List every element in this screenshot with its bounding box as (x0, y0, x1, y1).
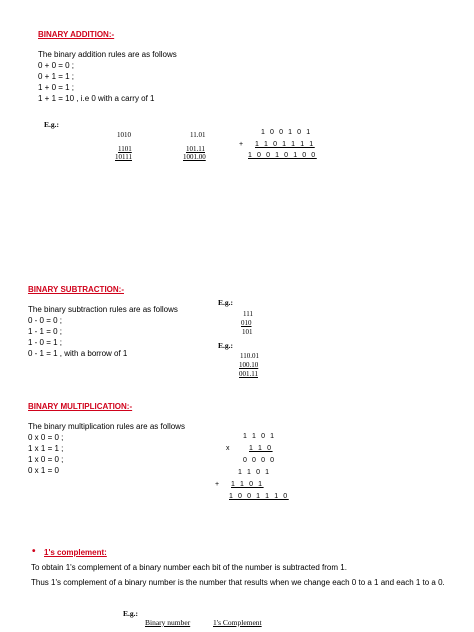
complement-paragraph-1: To obtain 1's complement of a binary number each bit of the number is subtracted from 1. (31, 563, 347, 572)
addition-ex3-result: 1 0 0 1 0 1 0 0 (248, 152, 317, 159)
subtraction-ex1-result: 101 (242, 328, 253, 336)
column-header-ones-complement: 1's Complement (213, 618, 262, 627)
addition-ex2-operand1: 11.01 (190, 131, 206, 139)
subtraction-ex1-operand2: 010 (241, 319, 252, 327)
multiplication-rule: 0 x 1 = 0 (28, 466, 59, 475)
multiplication-operand2: 1 1 0 (249, 445, 273, 452)
multiplication-result: 1 0 0 1 1 1 0 (229, 493, 289, 500)
complement-paragraph-2: Thus 1's complement of a binary number is the number that results when we change each 0 to a 1 and each 1 to a 0. (31, 578, 445, 587)
complement-heading: 1's complement: (44, 548, 107, 557)
times-sign: x (226, 445, 232, 452)
multiplication-rule: 1 x 1 = 1 ; (28, 444, 64, 453)
bullet-icon: • (32, 546, 36, 557)
multiplication-operand1: 1 1 0 1 (243, 433, 276, 440)
partial-product-3: 1 1 0 1 (231, 481, 264, 488)
addition-ex3-operand1: 1 0 0 1 0 1 (261, 129, 312, 136)
subtraction-ex2-operand1: 110.01 (240, 352, 259, 360)
addition-ex1-result: 10111 (115, 153, 132, 161)
addition-ex2-result: 1001.00 (183, 153, 206, 161)
multiplication-heading: BINARY MULTIPLICATION:- (28, 402, 133, 411)
addition-ex3-operand2: 1 1 0 1 1 1 1 (255, 141, 315, 148)
addition-rule: 0 + 1 = 1 ; (38, 72, 75, 81)
addition-rule: 1 + 1 = 10 , i.e 0 with a carry of 1 (38, 94, 155, 103)
subtraction-rule: 0 - 0 = 0 ; (28, 316, 63, 325)
multiplication-rules-intro: The binary multiplication rules are as follows (28, 422, 185, 431)
subtraction-ex1-operand1: 111 (243, 310, 253, 318)
partial-product-2: 1 1 0 1 (238, 469, 271, 476)
subtraction-heading: BINARY SUBTRACTION:- (28, 285, 124, 294)
subtraction-ex2-result: 001.11 (239, 370, 258, 378)
addition-ex2-operand2: 101.11 (186, 145, 205, 153)
column-header-binary-number: Binary number (145, 618, 191, 627)
addition-rule: 1 + 0 = 1 ; (38, 83, 75, 92)
subtraction-rule: 1 - 0 = 1 ; (28, 338, 63, 347)
subtraction-ex2-operand2: 100.10 (239, 361, 259, 369)
complement-eg-label: E.g.: (123, 609, 138, 618)
subtraction-eg-label-2: E.g.: (218, 341, 233, 350)
subtraction-rule: 0 - 1 = 1 , with a borrow of 1 (28, 349, 128, 358)
partial-product-1: 0 0 0 0 (243, 457, 276, 464)
plus-sign: + (239, 141, 245, 148)
addition-rule: 0 + 0 = 0 ; (38, 61, 75, 70)
addition-heading: BINARY ADDITION:- (38, 30, 115, 39)
multiplication-rule: 0 x 0 = 0 ; (28, 433, 64, 442)
addition-ex1-operand2: 1101 (118, 145, 132, 153)
addition-eg-label: E.g.: (44, 120, 59, 129)
plus-sign: + (215, 481, 221, 488)
subtraction-rules-intro: The binary subtraction rules are as follows (28, 305, 178, 314)
multiplication-rule: 1 x 0 = 0 ; (28, 455, 64, 464)
subtraction-rule: 1 - 1 = 0 ; (28, 327, 63, 336)
addition-rules-intro: The binary addition rules are as follows (38, 50, 177, 59)
subtraction-eg-label-1: E.g.: (218, 298, 233, 307)
addition-ex1-operand1: 1010 (117, 131, 131, 139)
